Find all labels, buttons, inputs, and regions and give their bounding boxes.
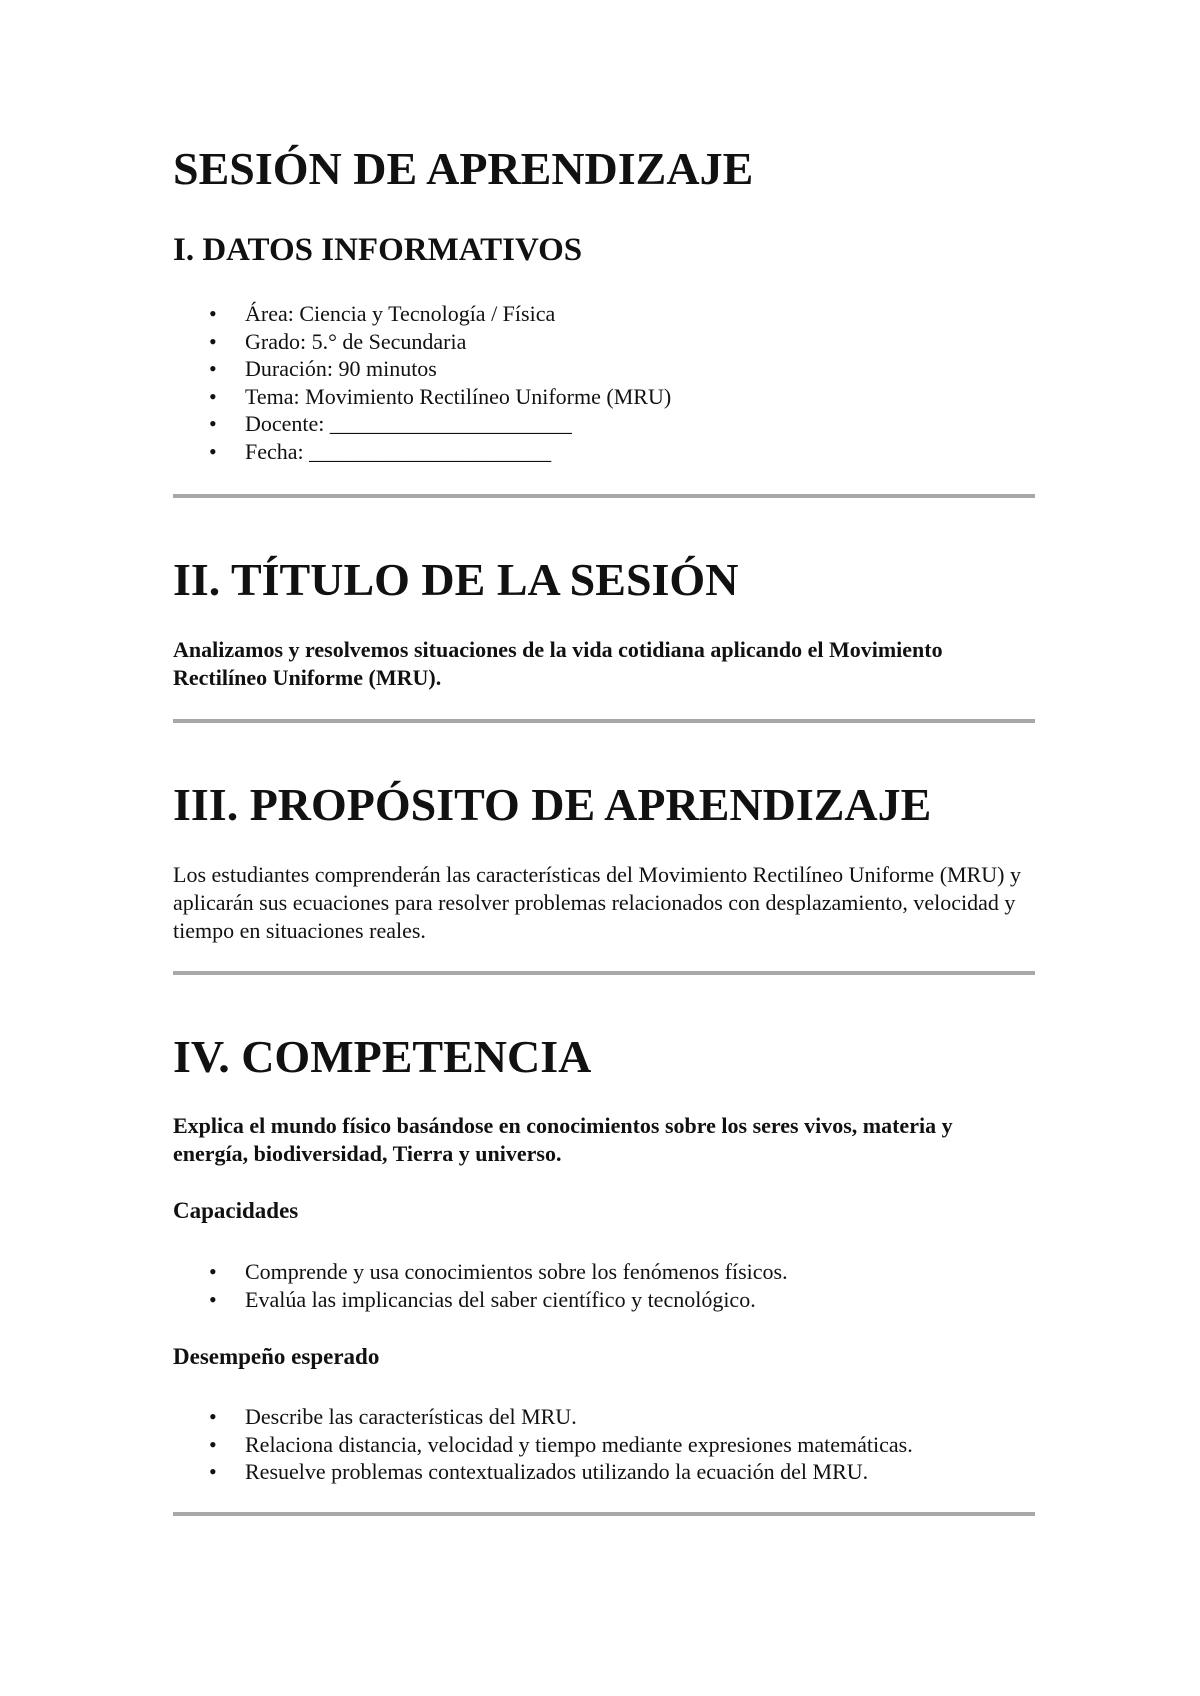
list-item-text: Evalúa las implicancias del saber científico y tecnológico. [245,1286,756,1312]
bullet-icon: • [209,356,217,381]
list-item-text: Relaciona distancia, velocidad y tiempo mediante expresiones matemáticas. [245,1431,913,1457]
desempeno-heading: Desempeño esperado [173,1344,380,1369]
desempeno-list [173,1403,913,1486]
bullet-icon: • [209,438,217,464]
list-item-text: Área: Ciencia y Tecnología / Física [245,301,556,326]
list-item [173,355,671,383]
section-heading-proposito: III. PROPÓSITO DE APRENDIZAJE [173,779,932,830]
purpose-text: Los estudiantes comprenderán las características del Movimiento Rectilíneo Uniforme (MRU) y aplicarán sus ecuaciones para resolver problemas relacionados con desplazamiento, velocidad y tiempo en situaciones reales. [173,862,1021,943]
datos-informativos-list [173,300,671,465]
list-item-text: Duración: 90 minutos [245,356,437,381]
list-item-text: Fecha: ______________________ [245,438,552,464]
bullet-icon: • [209,1431,217,1457]
list-item [173,1258,788,1286]
list-item [173,410,671,438]
bullet-icon: • [209,328,217,354]
section-heading-datos-informativos: I. DATOS INFORMATIVOS [173,232,583,268]
section-heading-competencia: IV. COMPETENCIA [173,1031,592,1082]
section-divider [173,494,1035,498]
bullet-icon: • [209,1459,217,1484]
list-item [173,328,671,356]
list-item-text: Docente: ______________________ [245,411,572,436]
bullet-icon: • [209,301,217,326]
list-item [173,1403,913,1431]
session-title-text: Analizamos y resolvemos situaciones de la vida cotidiana aplicando el Movimiento Rectilíneo Uniforme (MRU). [173,637,943,690]
bullet-icon: • [209,1259,217,1284]
list-item [173,383,671,411]
list-item-text: Describe las características del MRU. [245,1404,577,1429]
list-item [173,300,671,328]
list-item-text: Resuelve problemas contextualizados utilizando la ecuación del MRU. [245,1459,869,1484]
bullet-icon: • [209,1286,217,1312]
bullet-icon: • [209,411,217,436]
list-item-text: Comprende y usa conocimientos sobre los fenómenos físicos. [245,1259,788,1284]
section-heading-titulo-sesion: II. TÍTULO DE LA SESIÓN [173,554,739,605]
capacidades-heading: Capacidades [173,1198,299,1223]
list-item-text: Tema: Movimiento Rectilíneo Uniforme (MRU) [245,383,672,409]
list-item-text: Grado: 5.° de Secundaria [245,328,467,354]
list-item [173,438,671,466]
bullet-icon: • [209,383,217,409]
list-item [173,1286,788,1314]
bullet-icon: • [209,1404,217,1429]
list-item [173,1458,913,1486]
section-divider [173,719,1035,723]
list-item [173,1431,913,1459]
section-divider [173,1512,1035,1516]
document-title: SESIÓN DE APRENDIZAJE [173,143,754,194]
section-divider [173,971,1035,975]
capacidades-list [173,1258,788,1313]
competencia-text: Explica el mundo físico basándose en conocimientos sobre los seres vivos, materia y energía, biodiversidad, Tierra y universo. [173,1113,953,1166]
